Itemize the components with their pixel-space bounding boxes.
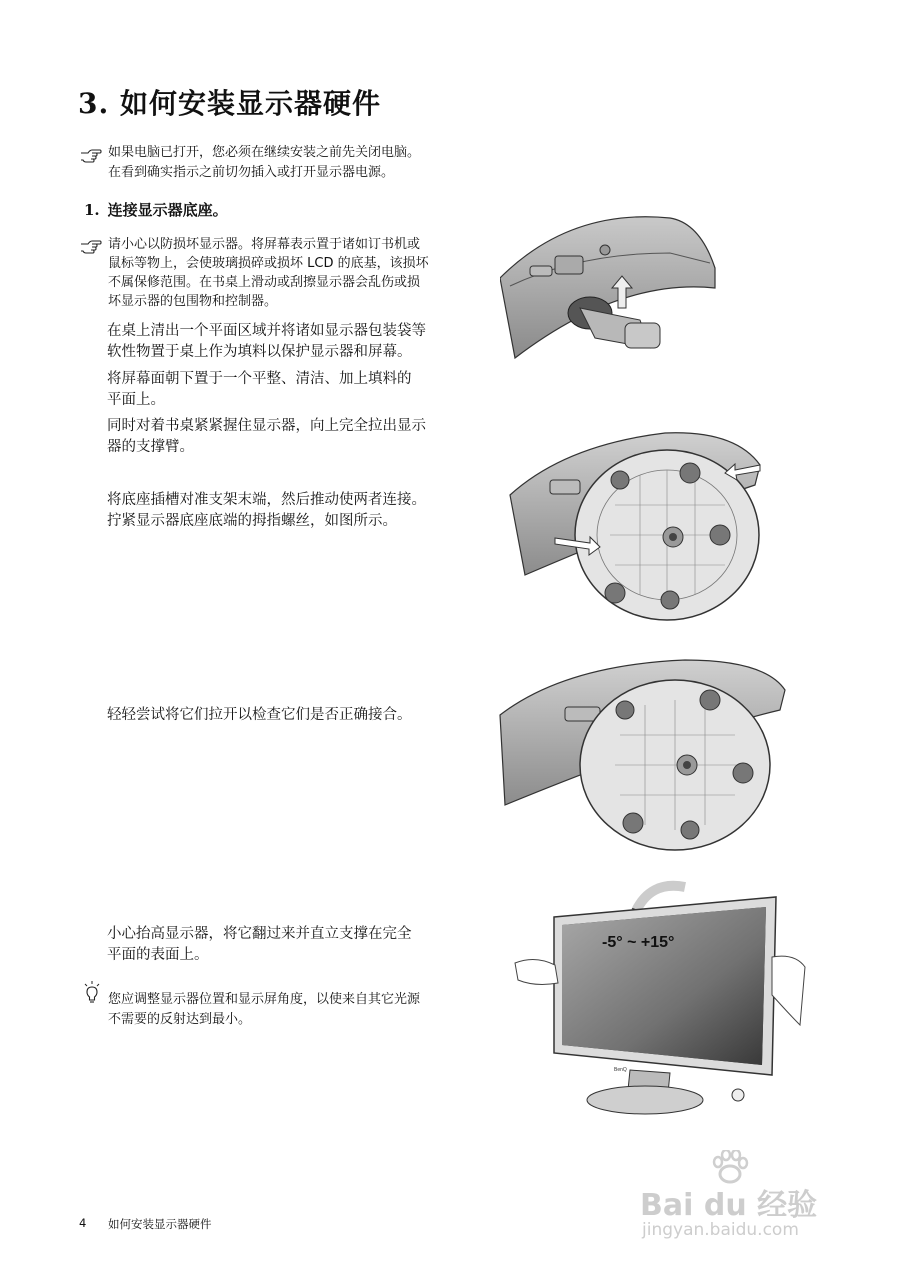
paragraph-line: 将底座插槽对准支架末端，然后推动使两者连接。	[107, 492, 426, 508]
step-label: 连接显示器底座。	[107, 201, 228, 219]
tip-line: 不需要的反射达到最小。	[108, 1012, 252, 1027]
paw-icon	[710, 1150, 750, 1184]
tip-text	[108, 990, 420, 1030]
watermark-url: jingyan.baidu.com	[642, 1220, 799, 1240]
watermark-brand: Bai du 经验	[640, 1188, 818, 1223]
illustration-pull-arm	[500, 208, 720, 368]
note-2-line: 坏显示器的包围物和控制器。	[108, 294, 278, 309]
pointing-hand-icon	[80, 238, 102, 254]
paragraph-line: 小心抬高显示器，将它翻过来并直立支撑在完全	[107, 926, 412, 942]
step-number: 1.	[84, 201, 100, 219]
paragraph-line: 软性物置于桌上作为填料以保护显示器和屏幕。	[107, 344, 412, 360]
paragraph-line: 将屏幕面朝下置于一个平整、清洁、加上填料的	[107, 371, 412, 387]
paragraph-line: 在桌上清出一个平面区域并将诸如显示器包装袋等	[107, 323, 426, 339]
note-1	[108, 143, 420, 183]
watermark	[640, 1150, 860, 1250]
page-title: 3. 如何安装显示器硬件	[78, 87, 381, 120]
paragraph-line: 同时对着书桌紧紧握住显示器，向上完全拉出显示	[107, 418, 426, 434]
note-2-line: 请小心以防损坏显示器。将屏幕表示置于诸如订书机或	[108, 237, 421, 252]
tip-line: 您应调整显示器位置和显示屏角度，以使来自其它光源	[108, 992, 421, 1007]
footer-page-number: 4	[79, 1216, 87, 1230]
note-2-line: 鼠标等物上，会使玻璃损碎或损坏 LCD 的底基，该损坏	[108, 256, 429, 271]
note-1-line: 如果电脑已打开，您必须在继续安装之前先关闭电脑。	[108, 145, 421, 160]
paragraph-line: 平面的表面上。	[107, 947, 209, 963]
note-1-line: 在看到确实指示之前切勿插入或打开显示器电源。	[108, 165, 395, 180]
tilt-angle-label: -5° ~ +15°	[602, 934, 675, 951]
paragraph-line: 拧紧显示器底座底端的拇指螺丝，如图所示。	[107, 513, 397, 529]
note-2	[108, 235, 429, 311]
paragraph-line: 平面上。	[107, 392, 165, 408]
paragraph-check-connection	[107, 705, 412, 726]
illustration-check-connection	[495, 655, 790, 855]
paragraph-clear-desk	[107, 321, 426, 363]
illustration-upright-monitor	[510, 875, 810, 1120]
step-heading	[84, 199, 228, 220]
paragraph-line: 轻轻尝试将它们拉开以检查它们是否正确接合。	[107, 707, 412, 723]
paragraph-place-face-down	[107, 369, 412, 411]
paragraph-line: 器的支撑臂。	[107, 439, 194, 455]
brand-logo-text: BenQ	[614, 1067, 627, 1073]
paragraph-lift-monitor	[107, 924, 412, 966]
footer-section-title: 如何安装显示器硬件	[108, 1217, 212, 1231]
lightbulb-icon	[82, 980, 102, 1004]
note-2-line: 不属保修范围。在书桌上滑动或刮擦显示器会乱伤或损	[108, 275, 421, 290]
paragraph-attach-base	[107, 490, 426, 532]
paragraph-pull-arm	[107, 416, 426, 458]
illustration-attach-base	[505, 425, 770, 625]
pointing-hand-icon	[80, 147, 102, 163]
